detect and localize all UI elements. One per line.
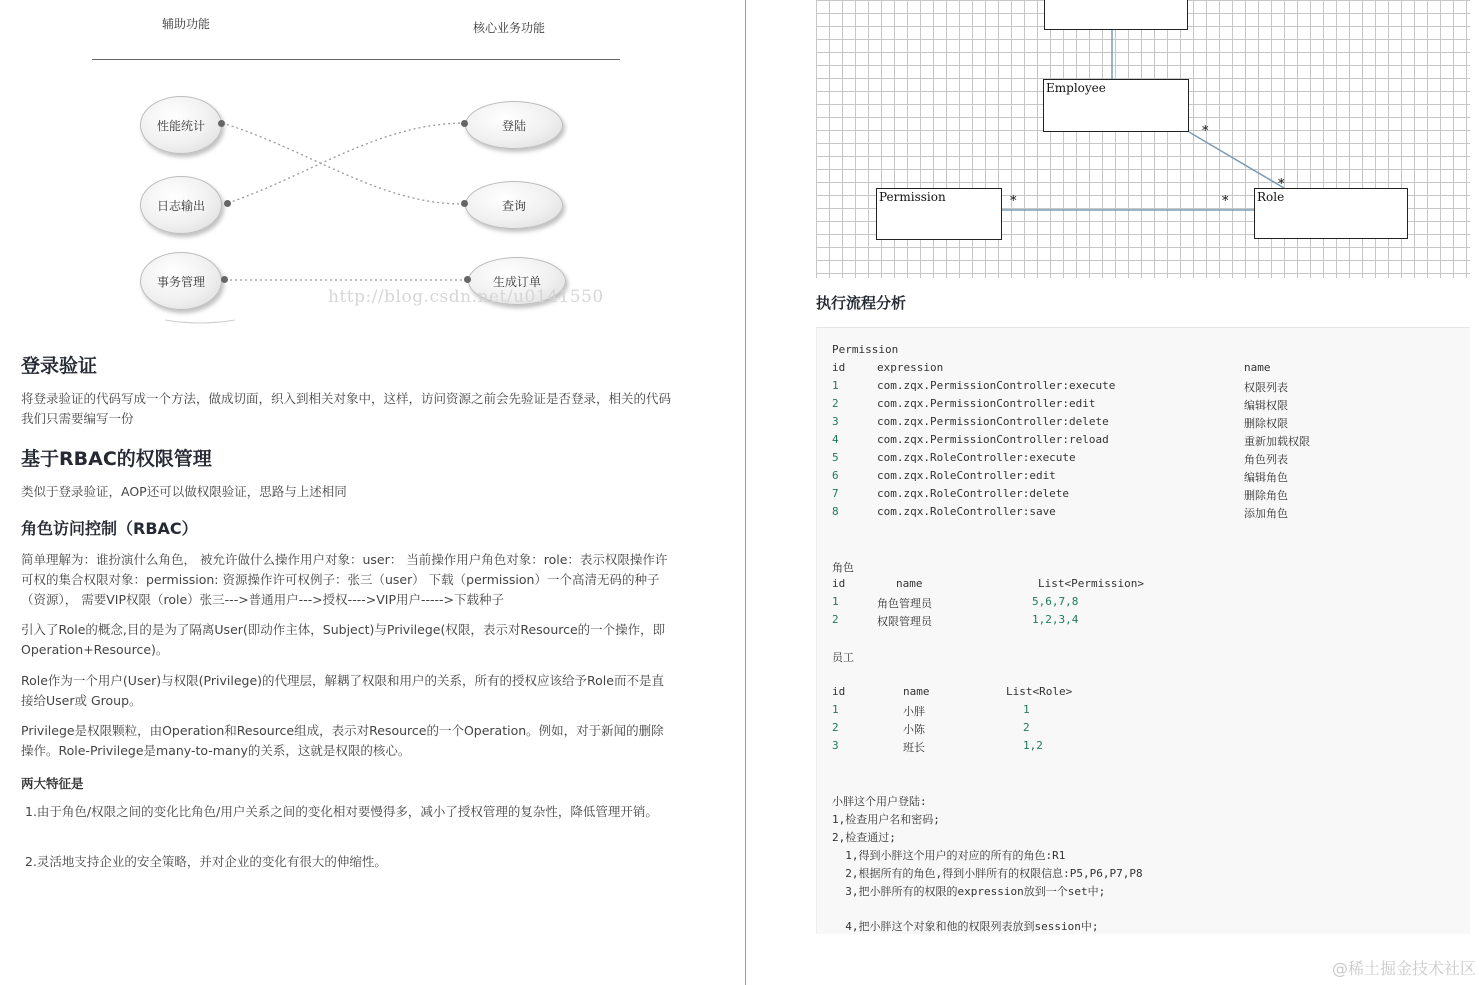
- multiplicity-label: *: [1202, 124, 1209, 139]
- role-row-permissions: 1,2,3,4: [1032, 613, 1079, 626]
- perm-header-id: id: [832, 361, 846, 374]
- emp-header-id: id: [832, 685, 846, 698]
- para-role-concept: 引入了Role的概念,目的是为了隔离User(即动作主体，Subject)与Privilege(权限，表示对Resource的一个操作，即Operation+Resource)。: [21, 622, 666, 657]
- role-table-title: 角色: [832, 561, 854, 574]
- emp-header-name: name: [903, 685, 930, 698]
- flow-line: 小胖这个用户登陆:: [832, 795, 927, 808]
- role-row-name: 角色管理员: [877, 597, 932, 610]
- para-privilege: Privilege是权限颗粒，由Operation和Resource组成，表示对Resource的一个Operation。例如，对于新闻的删除操作。Role-Privilege是many-to-many的关系，这就是权限的核心。: [21, 723, 664, 758]
- perm-row-expression: com.zqx.RoleController:save: [877, 505, 1056, 518]
- flow-line: 2,根据所有的角色,得到小胖所有的权限信息:P5,P6,P7,P8: [832, 867, 1143, 880]
- flow-line: 1,检查用户名和密码;: [832, 813, 940, 826]
- perm-row-expression: com.zqx.PermissionController:reload: [877, 433, 1109, 446]
- connector-dot: [464, 276, 471, 283]
- partial-ellipse-arc: [165, 320, 235, 323]
- flow-line: 1,得到小胖这个用户的对应的所有的角色:R1: [832, 849, 1066, 862]
- uml-box-role: Role: [1254, 188, 1408, 239]
- perm-row-id: 1: [832, 379, 839, 392]
- perm-row-expression: com.zqx.PermissionController:delete: [877, 415, 1109, 428]
- perm-row-id: 5: [832, 451, 839, 464]
- para-login: 将登录验证的代码写成一个方法，做成切面，织入到相关对象中，这样，访问资源之前会先验证是否登录，相关的代码我们只需要编写一份: [21, 391, 672, 426]
- emp-header-roles: List<Role>: [1006, 685, 1073, 698]
- perm-row-name: 角色列表: [1244, 453, 1288, 466]
- emp-row-name: 小胖: [903, 705, 925, 718]
- heading-rbac: 基于RBAC的权限管理: [21, 448, 212, 470]
- perm-row-expression: com.zqx.PermissionController:edit: [877, 397, 1096, 410]
- connector-dot: [461, 200, 468, 207]
- role-header-name: name: [896, 577, 923, 590]
- multiplicity-label: *: [1278, 177, 1285, 192]
- feature-item: 1.由于角色/权限之间的变化比角色/用户关系之间的变化相对要慢得多，减小了授权管理的复杂性，降低管理开销。: [25, 804, 658, 819]
- node-performance-stats: 性能统计: [140, 96, 222, 154]
- emp-row-roles: 2: [1023, 721, 1030, 734]
- code-block: [816, 327, 1470, 934]
- perm-row-id: 7: [832, 487, 839, 500]
- link-log-to-login: [228, 123, 465, 203]
- perm-row-id: 2: [832, 397, 839, 410]
- para-simple-understanding: 简单理解为：谁扮演什么角色， 被允许做什么操作用户对象：user： 当前操作用户角色对象：role：表示权限操作许可权的集合权限对象：permission: 资源操作许可权例子：张三（user） 下载（permission）一个高清无码的种子（资源）， 需要VIP权限（role）张三--->普通用户--->授权---->VIP用户----->下载种子: [21, 552, 668, 607]
- uml-box-employee: Employee: [1043, 79, 1189, 132]
- emp-row-name: 小陈: [903, 723, 925, 736]
- node-query: 查询: [465, 181, 563, 229]
- perm-row-name: 编辑权限: [1244, 399, 1288, 412]
- perm-header-name: name: [1244, 361, 1271, 374]
- juejin-watermark: @稀土掘金技术社区: [1331, 959, 1476, 978]
- connector-dot: [221, 276, 228, 283]
- right-page: [746, 0, 1482, 985]
- emp-table-title: 员工: [832, 651, 854, 664]
- connector-dot: [224, 200, 231, 207]
- flow-line: 4,把小胖这个对象和他的权限列表放到session中;: [832, 920, 1099, 933]
- role-row-permissions: 5,6,7,8: [1032, 595, 1079, 608]
- perm-row-name: 编辑角色: [1244, 471, 1288, 484]
- multiplicity-label: *: [1010, 194, 1017, 209]
- uml-box-permission: Permission: [876, 188, 1002, 240]
- core-functions-label: 核心业务功能: [473, 21, 546, 35]
- perm-row-id: 4: [832, 433, 839, 446]
- node-create-order: 生成订单: [468, 257, 566, 305]
- role-row-id: 2: [832, 613, 839, 626]
- perm-row-expression: com.zqx.RoleController:edit: [877, 469, 1056, 482]
- perm-row-expression: com.zqx.RoleController:delete: [877, 487, 1070, 500]
- emp-row-id: 3: [832, 739, 839, 752]
- emp-row-name: 班长: [903, 741, 925, 754]
- heading-login-verification: 登录验证: [21, 355, 98, 377]
- heading-role-access-control: 角色访问控制（RBAC）: [21, 519, 198, 538]
- uml-class-diagram: [816, 0, 1470, 278]
- section-title-execution-flow: 执行流程分析: [816, 294, 907, 312]
- feature-item: 2.灵活地支持企业的安全策略，并对企业的变化有很大的伸缩性。: [25, 854, 387, 869]
- node-transaction-mgmt: 事务管理: [140, 252, 222, 310]
- perm-row-name: 删除权限: [1244, 417, 1288, 430]
- connector-dot: [461, 120, 468, 127]
- perm-row-name: 删除角色: [1244, 489, 1288, 502]
- flow-line: 2,检查通过;: [832, 831, 896, 844]
- perm-row-expression: com.zqx.PermissionController:execute: [877, 379, 1116, 392]
- perm-row-name: 权限列表: [1244, 381, 1288, 394]
- perm-row-id: 6: [832, 469, 839, 482]
- uml-box-top: [1044, 0, 1188, 30]
- flow-line: 3,把小胖所有的权限的expression放到一个set中;: [832, 885, 1106, 898]
- multiplicity-label: *: [1222, 194, 1229, 209]
- role-header-permissions: List<Permission>: [1038, 577, 1144, 590]
- connector-dot: [218, 120, 225, 127]
- emp-row-id: 1: [832, 703, 839, 716]
- perm-table-title: Permission: [832, 343, 899, 356]
- emp-row-roles: 1: [1023, 703, 1030, 716]
- node-login: 登陆: [465, 101, 563, 149]
- perm-header-expression: expression: [877, 361, 944, 374]
- para-role-proxy: Role作为一个用户(User)与权限(Privilege)的代理层，解耦了权限和用户的关系，所有的授权应该给予Role而不是直接给User或 Group。: [21, 673, 664, 708]
- assoc-employee-role: [1189, 132, 1284, 188]
- aop-diagram: [80, 0, 640, 330]
- node-log-output: 日志输出: [140, 176, 222, 234]
- perm-row-name: 重新加载权限: [1244, 435, 1310, 448]
- emp-row-roles: 1,2: [1023, 739, 1043, 752]
- role-row-id: 1: [832, 595, 839, 608]
- auxiliary-functions-label: 辅助功能: [162, 17, 211, 31]
- features-heading: 两大特征是: [21, 776, 84, 791]
- role-row-name: 权限管理员: [877, 615, 932, 628]
- blog-watermark: http://blog.csdn.net/u0141550: [328, 287, 604, 307]
- perm-row-expression: com.zqx.RoleController:execute: [877, 451, 1076, 464]
- perm-row-id: 8: [832, 505, 839, 518]
- link-perf-to-query: [222, 123, 465, 204]
- para-rbac: 类似于登录验证，AOP还可以做权限验证，思路与上述相同: [21, 484, 347, 499]
- emp-row-id: 2: [832, 721, 839, 734]
- perm-row-id: 3: [832, 415, 839, 428]
- perm-row-name: 添加角色: [1244, 507, 1288, 520]
- role-header-id: id: [832, 577, 846, 590]
